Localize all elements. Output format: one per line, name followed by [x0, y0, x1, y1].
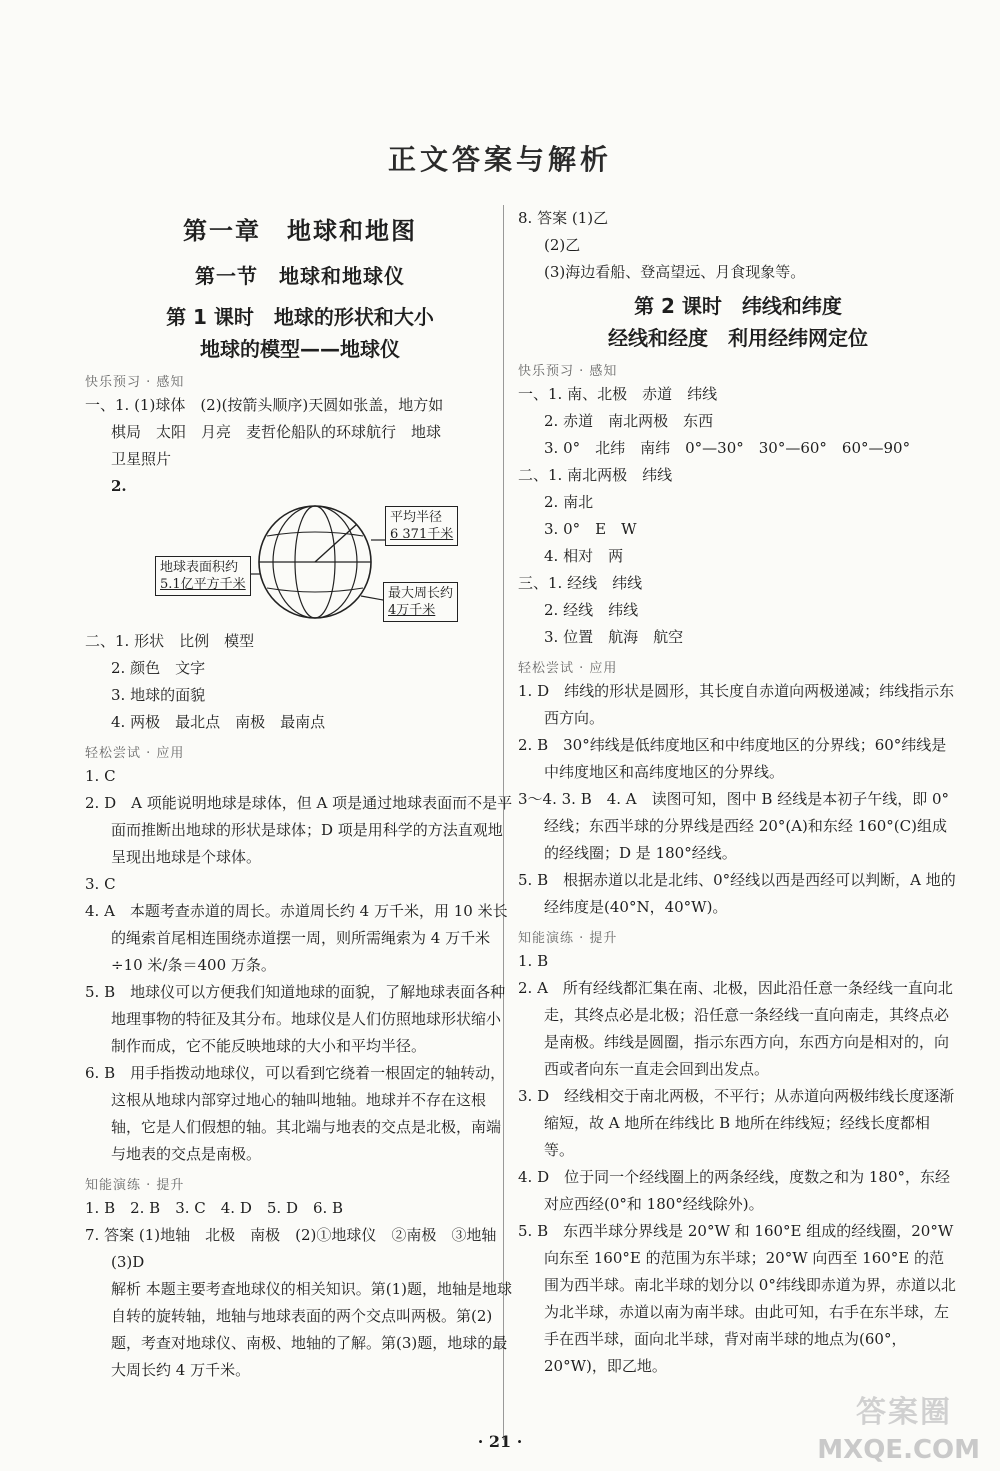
answer-item: 1. D 纬线的形状是圆形，其长度自赤道向两极递减；纬线指示东西方向。 [518, 682, 955, 727]
lesson-heading-line1: 第 1 课时 地球的形状和大小 [166, 305, 434, 329]
preview-line: 三、1. 经线 纬线 [518, 574, 643, 592]
answer-item: 2. B 30°纬线是低纬度地区和中纬度地区的分界线；60°纬线是中纬度地区和高纬度地区的分界线。 [518, 736, 947, 781]
chapter-heading: 第一章 地球和地图 [183, 217, 417, 245]
lesson-heading-line1: 第 2 课时 纬线和纬度 [634, 294, 842, 318]
right-column [518, 205, 958, 1380]
answer-item: 1. B [518, 952, 549, 970]
preview-line: 棋局 太阳 月亮 麦哲伦船队的环球航行 地球 [111, 423, 442, 441]
answer-item: 2. D A 项能说明地球是球体，但 A 项是通过地球表面而不是平面而推断出地球的形状是球体；D 项是用科学的方法直观地呈现出地球是个球体。 [85, 794, 513, 866]
answer-item: 5. B 东西半球分界线是 20°W 和 160°E 组成的经线圈，20°W 向东至 160°E 的范围为东半球；20°W 向西至 160°E 的范围为西半球。南北半球的划分以 0°纬线即赤道为界，赤道以北为北半球，赤道以南为南半球。由此可知，右手在东半球，左手在西半球，面向北半球，背对南半球的地点为(60°，20°W)，即乙地。 [518, 1222, 959, 1375]
answer-item: (2)乙 [544, 236, 581, 254]
part2-line: 4. 两极 最北点 南极 最南点 [111, 713, 326, 731]
earth-size-diagram [85, 504, 515, 622]
explanation: 解析 本题主要考查地球仪的相关知识。第(1)题，地轴是地球自转的旋转轴，地轴与地球表面的两个交点叫两极。第(2)题，考查对地球仪、南极、地轴的了解。第(3)题，地球的最大周长约 4 万千米。 [111, 1280, 513, 1379]
lesson-heading-line2: 地球的模型——地球仪 [200, 337, 400, 361]
answer-item: 3～4. 3. B 4. A 读图可知，图中 B 经线是本初子午线，即 0°经线；东西半球的分界线是西经 20°(A)和东经 160°(C)组成的经线圈；D 是 180°经线。 [518, 790, 950, 862]
preview-line: 3. 位置 航海 航空 [544, 628, 684, 646]
preview-line: 2. [111, 477, 127, 495]
preview-line: 二、1. 南北两极 纬线 [518, 466, 673, 484]
practice-label: 知能演练 · 提升 [85, 1178, 185, 1193]
page-title: 正文答案与解析 [387, 143, 612, 176]
try-label: 轻松尝试 · 应用 [518, 661, 618, 676]
answer-item: 5. B 根据赤道以北是北纬、0°经线以西是西经可以判断，A 地的经纬度是(40°N，40°W)。 [518, 871, 956, 916]
try-label: 轻松尝试 · 应用 [85, 746, 185, 761]
preview-label: 快乐预习 · 感知 [518, 364, 618, 379]
practice-label: 知能演练 · 提升 [518, 931, 618, 946]
watermark-logo: 答案圈 [856, 1395, 952, 1430]
lesson-heading-line2: 经线和经度 利用经纬网定位 [608, 326, 868, 350]
preview-line: 2. 赤道 南北两极 东西 [544, 412, 714, 430]
preview-line: 2. 南北 [544, 493, 594, 511]
part2-line: 2. 颜色 文字 [111, 659, 206, 677]
answer-item: 3. D 经线相交于南北两极，不平行；从赤道向两极纬线长度逐渐缩短，故 A 地所在纬线比 B 地所在纬线短；经线长度都相等。 [518, 1087, 955, 1159]
page-number: · 21 · [477, 1432, 523, 1451]
preview-label: 快乐预习 · 感知 [85, 375, 185, 390]
preview-line: 3. 0° 北纬 南纬 0°—30° 30°—60° 60°—90° [544, 439, 911, 457]
answer-item: 7. 答案 (1)地轴 北极 南极 (2)①地球仪 ②南极 ③地轴 (3)D [85, 1226, 512, 1271]
preview-line: 一、1. (1)球体 (2)(按箭头顺序)天圆如张盖，地方如 [85, 396, 444, 414]
answer-item: 2. A 所有经线都汇集在南、北极，因此沿任意一条经线一直向北走，其终点必是北极；沿任意一条经线一直向南走，其终点必是南极。纬线是圆圈，指示东西方向，东西方向是相对的，向西或者向东一直走会回到出发点。 [518, 979, 953, 1078]
answer-item: 3. C [85, 875, 116, 893]
lesson-heading [85, 301, 515, 365]
section-heading: 第一节 地球和地球仪 [195, 264, 405, 288]
preview-line: 一、1. 南、北极 赤道 纬线 [518, 385, 718, 403]
answer-item: 4. D 位于同一个经线圈上的两条经线，度数之和为 180°，东经对应西经(0°和 180°经线除外)。 [518, 1168, 951, 1213]
lesson-heading [518, 290, 958, 354]
preview-line: 3. 0° E W [544, 520, 637, 538]
answer-item: (3)海边看船、登高望远、月食现象等。 [544, 263, 806, 281]
watermark-text: MXQE.COM [817, 1435, 980, 1465]
preview-line: 卫星照片 [111, 450, 172, 468]
mean-radius-label: 平均半径 6 371千米 [385, 506, 458, 546]
part2-line: 二、1. 形状 比例 模型 [85, 632, 255, 650]
answer-item: 6. B 用手指拨动地球仪，可以看到它绕着一根固定的轴转动，这根从地球内部穿过地心的轴叫地轴。地球并不存在这根轴，它是人们假想的轴。其北端与地表的交点是北极，南端与地表的交点是南极。 [85, 1064, 506, 1163]
part2-line: 3. 地球的面貌 [111, 686, 206, 704]
preview-line: 2. 经线 纬线 [544, 601, 639, 619]
answer-item: 8. 答案 (1)乙 [518, 209, 609, 227]
left-column [85, 205, 515, 1384]
max-circumference-label: 最大周长约 4万千米 [383, 582, 458, 622]
answer-item: 4. A 本题考查赤道的周长。赤道周长约 4 万千米，用 10 米长的绳索首尾相连围绕赤道摆一周，则所需绳索为 4 万千米÷10 米/条＝400 万条。 [85, 902, 508, 974]
answer-item: 5. B 地球仪可以方便我们知道地球的面貌，了解地球表面各种地理事物的特征及其分布。地球仪是人们仿照地球形状缩小制作而成，它不能反映地球的大小和平均半径。 [85, 983, 506, 1055]
surface-area-label: 地球表面积约 5.1亿平方千米 [155, 556, 251, 596]
answer-item: 1. B 2. B 3. C 4. D 5. D 6. B [85, 1199, 344, 1217]
answer-item: 1. C [85, 767, 116, 785]
preview-line: 4. 相对 两 [544, 547, 624, 565]
